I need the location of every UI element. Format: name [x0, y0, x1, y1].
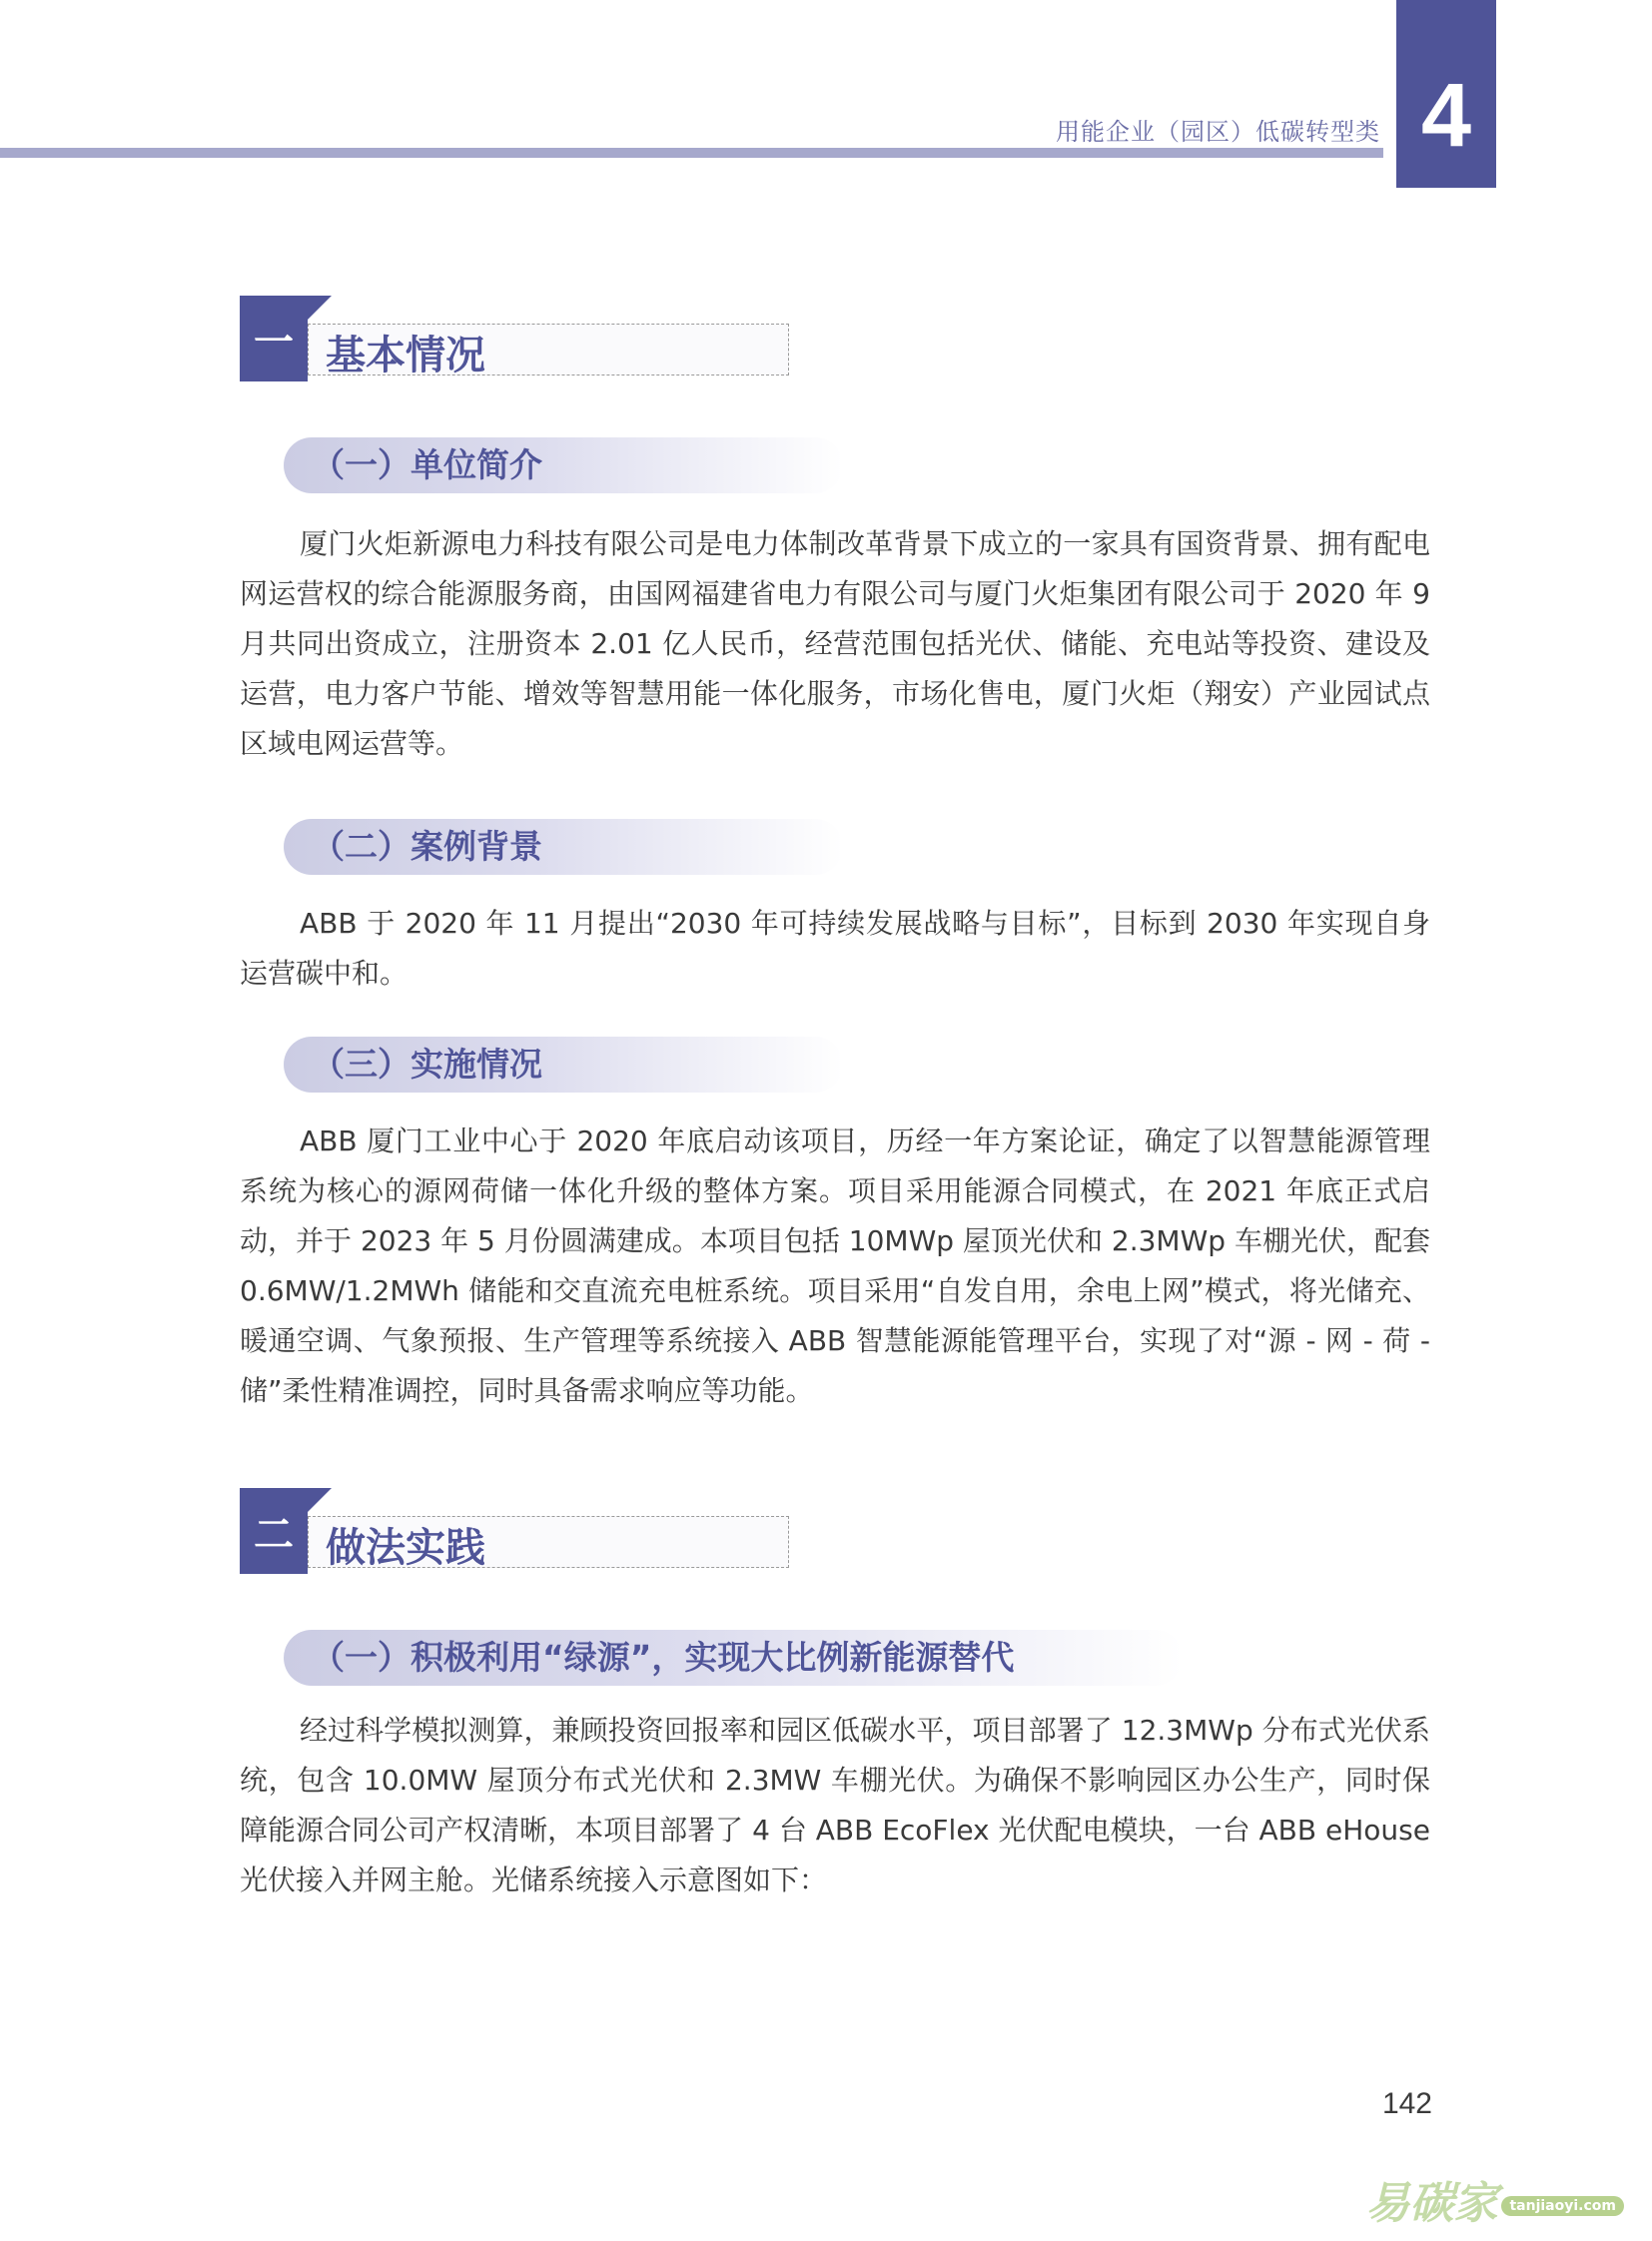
section-heading-1: [240, 296, 789, 381]
header-category: 用能企业（园区）低碳转型类: [1056, 118, 1380, 146]
header-rule: [0, 148, 1383, 158]
page-number: 142: [1381, 2087, 1432, 2120]
subsection-title: （三）实施情况: [284, 1037, 843, 1093]
section-title: 做法实践: [326, 1525, 485, 1571]
paragraph: 经过科学模拟测算，兼顾投资回报率和园区低碳水平，项目部署了 12.3MWp 分布式光伏系统，包含 10.0MW 屋顶分布式光伏和 2.3MW 车棚光伏。为确保不影响园区办公生产，同时保障能源合同公司产权清晰，本项目部署了 4 台 ABB EcoFlex 光伏配电模块，一台 ABB eHouse 光伏接入并网主舱。光储系统接入示意图如下：: [240, 1714, 1430, 1896]
paragraph: ABB 于 2020 年 11 月提出“2030 年可持续发展战略与目标”，目标到 2030 年实现自身运营碳中和。: [240, 907, 1430, 990]
subsection-title: （一）积极利用“绿源”，实现大比例新能源替代: [284, 1630, 1183, 1686]
watermark-logo: [1365, 2167, 1624, 2231]
section-number: 一: [240, 296, 308, 381]
section-number: 二: [240, 1488, 308, 1574]
section-title: 基本情况: [326, 333, 485, 378]
section-heading-2: [240, 1488, 789, 1574]
subsection-title: （二）案例背景: [284, 819, 843, 875]
subsection-title: （一）单位简介: [284, 437, 843, 493]
watermark-domain: tanjiaoyi.com: [1501, 2196, 1624, 2216]
chapter-number-badge: 4: [1396, 0, 1496, 188]
paragraph: 厦门火炬新源电力科技有限公司是电力体制改革背景下成立的一家具有国资背景、拥有配电网运营权的综合能源服务商，由国网福建省电力有限公司与厦门火炬集团有限公司于 2020 年 9 月共同出资成立，注册资本 2.01 亿人民币，经营范围包括光伏、储能、充电站等投资、建设及运营，电力客户节能、增效等智慧用能一体化服务，市场化售电，厦门火炬（翔安）产业园试点区域电网运营等。: [240, 527, 1430, 760]
watermark-text: 易碳家: [1365, 2178, 1498, 2229]
paragraph: ABB 厦门工业中心于 2020 年底启动该项目，历经一年方案论证，确定了以智慧能源管理系统为核心的源网荷储一体化升级的整体方案。项目采用能源合同模式，在 2021 年底正式启动，并于 2023 年 5 月份圆满建成。本项目包括 10MWp 屋顶光伏和 2.3MWp 车棚光伏，配套 0.6MW/1.2MWh 储能和交直流充电桩系统。项目采用“自发自用，余电上网”模式，将光储充、暖通空调、气象预报、生产管理等系统接入 ABB 智慧能源能管理平台，实现了对“源 - 网 - 荷 - 储”柔性精准调控，同时具备需求响应等功能。: [240, 1124, 1430, 1407]
